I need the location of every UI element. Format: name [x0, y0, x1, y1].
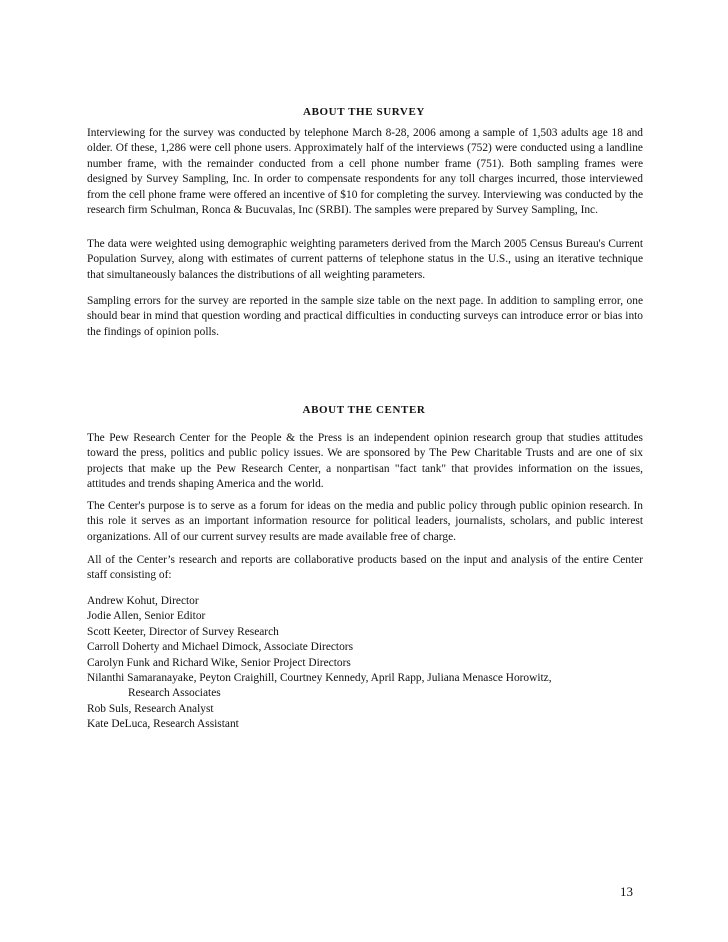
staff-item: Nilanthi Samaranayake, Peyton Craighill, Courtney Kennedy, April Rapp, Juliana Menasce Horowitz,	[87, 672, 552, 685]
staff-item-continuation: Research Associates	[128, 687, 221, 700]
staff-item: Rob Suls, Research Analyst	[87, 702, 214, 715]
survey-paragraph-3: Sampling errors for the survey are reported in the sample size table on the next page. In addition to sampling error, one should bear in mind that question wording and practical difficulties in conducting surveys can introduce error or bias into the findings of opinion polls.	[87, 295, 643, 338]
staff-item: Andrew Kohut, Director	[87, 595, 199, 607]
page-number: 13	[620, 884, 633, 899]
staff-item: Carroll Doherty and Michael Dimock, Associate Directors	[87, 641, 354, 654]
staff-list	[87, 594, 647, 733]
staff-item: Jodie Allen, Senior Editor	[87, 610, 206, 623]
center-heading: ABOUT THE CENTER	[302, 404, 426, 416]
center-paragraph-3: All of the Center’s research and reports are collaborative products based on the input and analysis of the entire Center staff consisting of:	[87, 554, 643, 582]
center-paragraph-1: The Pew Research Center for the People & the Press is an independent opinion research group that studies attitudes toward the press, politics and public policy issues. We are sponsored by The Pew Charitable Trusts and are one of six projects that make up the Pew Research Center, a nonpartisan "fact tank" that provides information on the issues, attitudes and trends shaping America and the world.	[87, 432, 643, 491]
center-paragraph-2: The Center's purpose is to serve as a forum for ideas on the media and public policy through public opinion research. In this role it serves as an important information resource for political leaders, journalists, scholars, and public interest organizations. All of our current survey results are made available free of charge.	[87, 500, 643, 543]
staff-item: Kate DeLuca, Research Assistant	[87, 718, 239, 731]
staff-item: Carolyn Funk and Richard Wike, Senior Project Directors	[87, 656, 351, 669]
staff-item: Scott Keeter, Director of Survey Research	[87, 625, 279, 638]
survey-paragraph-1: Interviewing for the survey was conducted by telephone March 8-28, 2006 among a sample of 1,503 adults age 18 and older. Of these, 1,286 were cell phone users. Approximately half of the interviews (752) were conducted using a landline number frame, with the remainder conducted from a cell phone number frame (751). Both sampling frames were designed by Survey Sampling, Inc. In order to compensate respondents for any toll charges incurred, those interviewed from the cell phone frame were offered an incentive of $10 for completing the survey. Interviewing was conducted by the research firm Schulman, Ronca & Bucuvalas, Inc (SRBI). The samples were prepared by Survey Sampling, Inc.	[87, 127, 643, 217]
survey-paragraph-2: The data were weighted using demographic weighting parameters derived from the March 2005 Census Bureau's Current Population Survey, along with estimates of current patterns of telephone status in the U.S., using an iterative technique that simultaneously balances the distributions of all weighting parameters.	[87, 238, 643, 281]
survey-heading: ABOUT THE SURVEY	[303, 106, 425, 118]
